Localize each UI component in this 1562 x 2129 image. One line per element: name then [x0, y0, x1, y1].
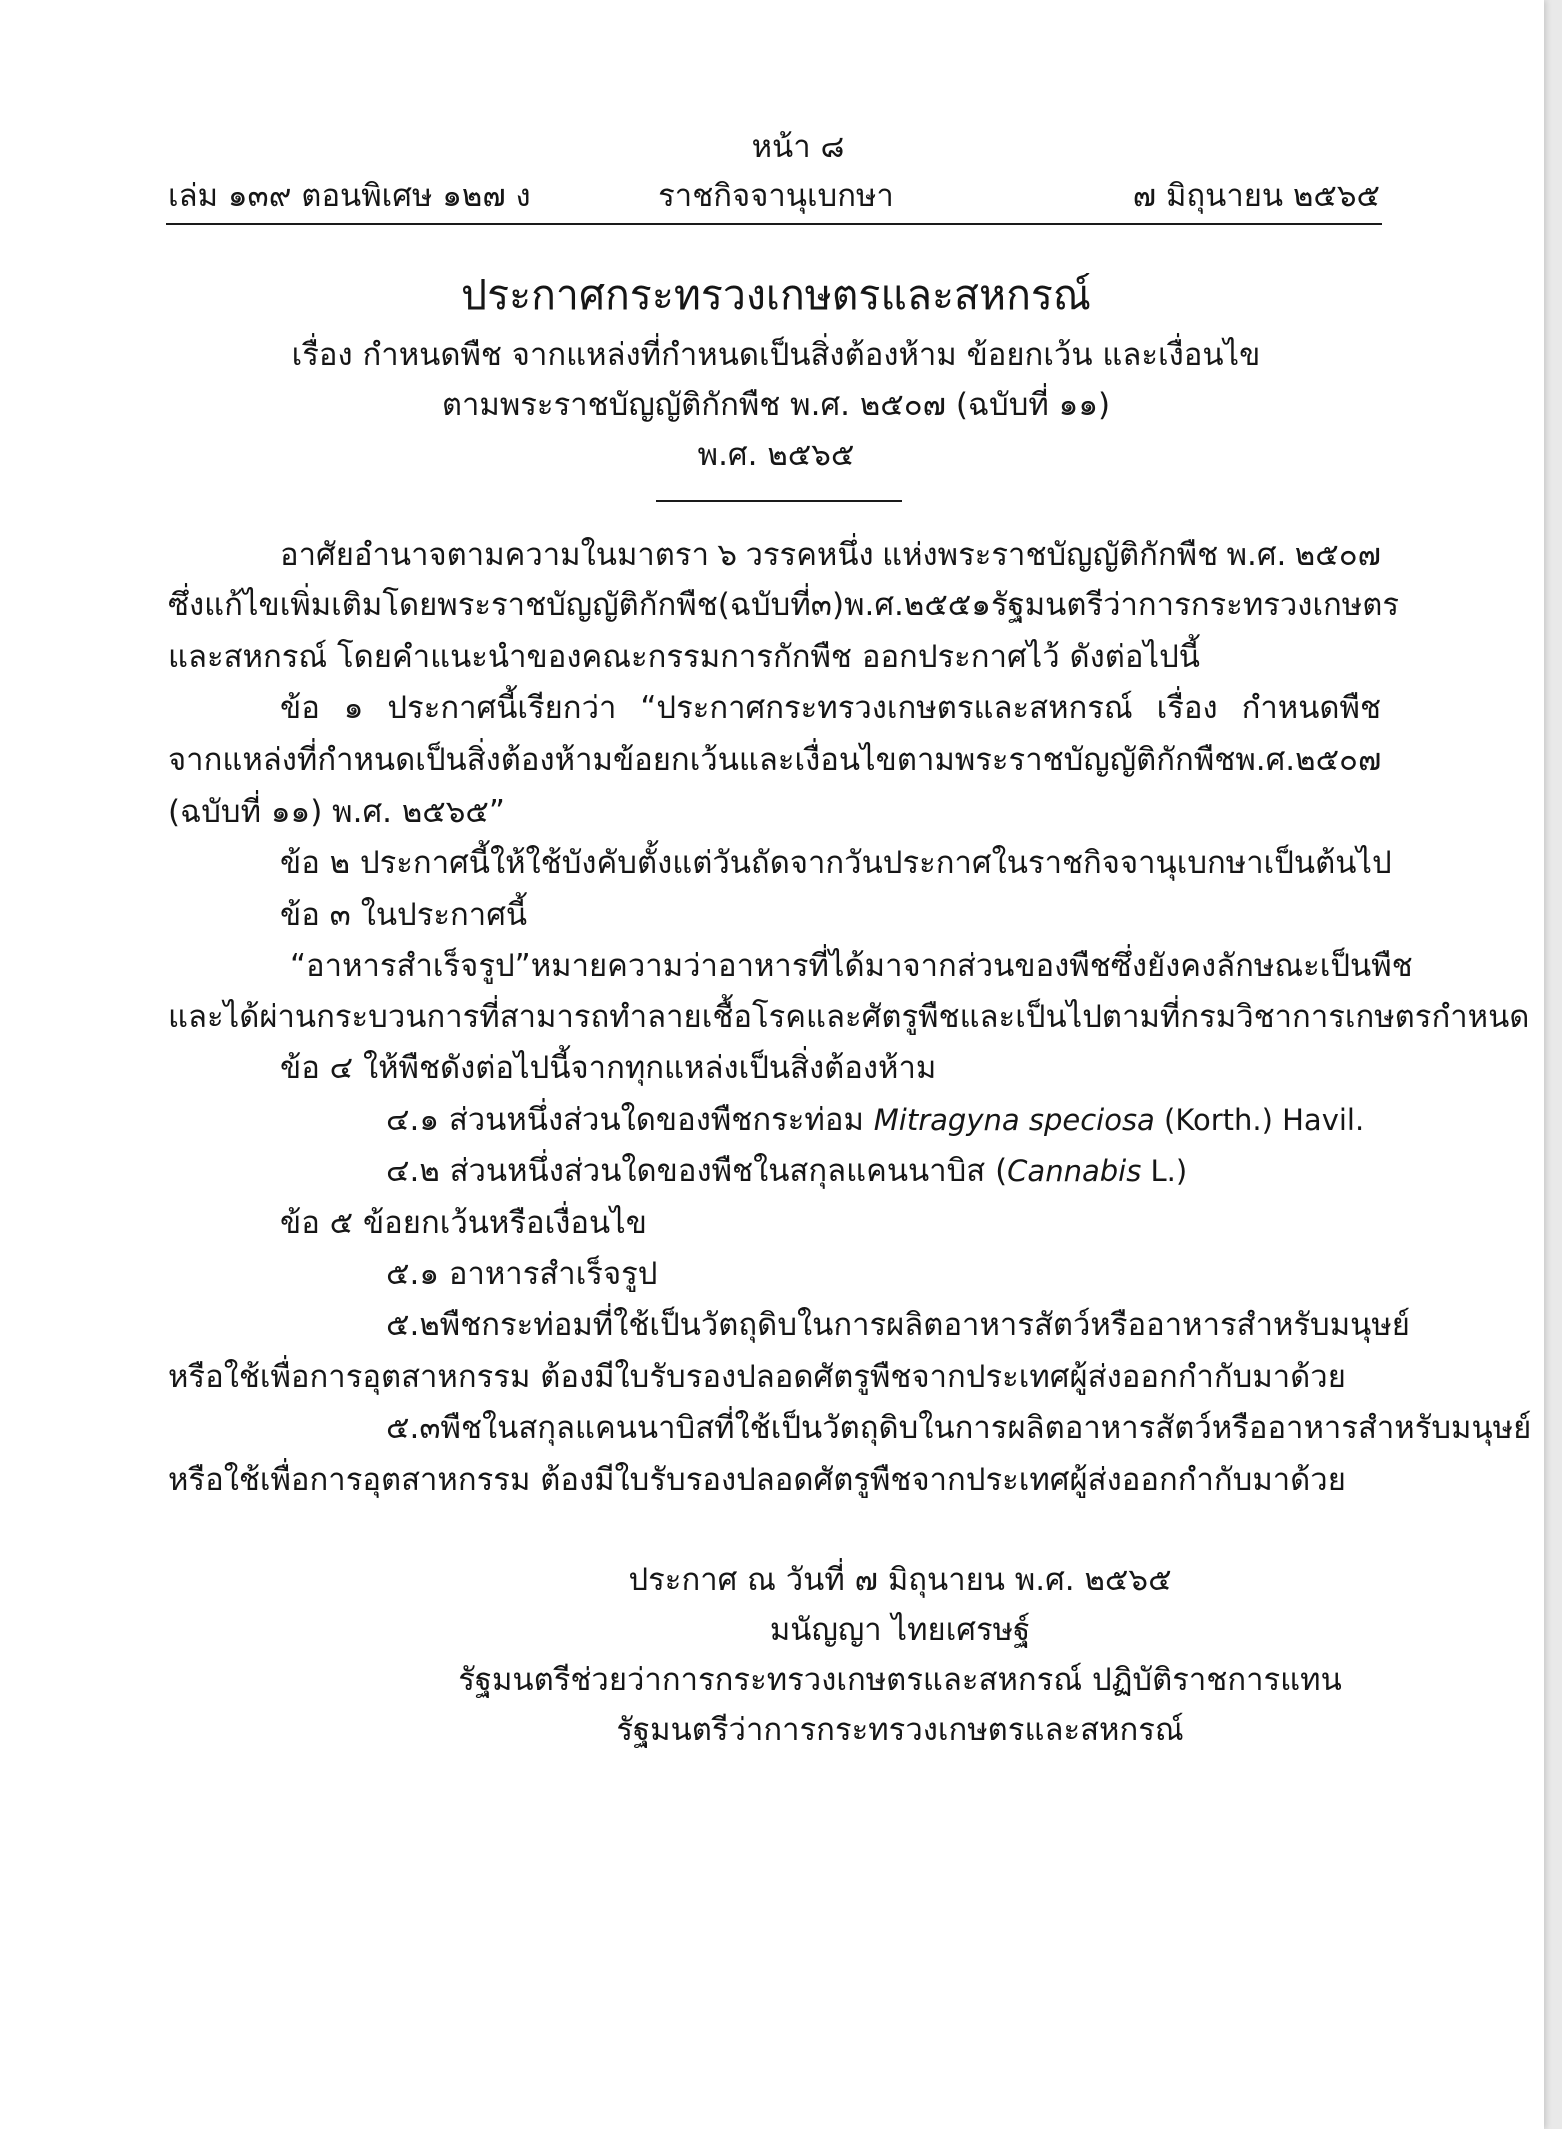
announcement-date: ประกาศ ณ วันที่ ๗ มิถุนายน พ.ศ. ๒๕๖๕: [628, 1562, 1172, 1598]
announcement-title: ประกาศกระทรวงเกษตรและสหกรณ์: [461, 271, 1091, 319]
item-4-2-text: ๔.๒ ส่วนหนึ่งส่วนใดของพืชในสกุลแคนนาบิส (: [386, 1153, 1008, 1189]
word: ซึ่งยังคงลักษณะเป็นพืช: [1110, 948, 1413, 984]
subject-line-1: เรื่อง กำหนดพืช จากแหล่งที่กำหนดเป็นสิ่งต้องห้าม ข้อยกเว้น และเงื่อนไข: [291, 337, 1261, 373]
word: (ฉบับที่: [717, 587, 811, 623]
word: วรรคหนึ่ง: [745, 537, 874, 573]
item-4-1-text: ๔.๑ ส่วนหนึ่งส่วนใดของพืชกระท่อม: [386, 1102, 874, 1138]
word: ๕.๒: [386, 1307, 440, 1343]
word: พ.ศ.: [1235, 742, 1296, 778]
word: รัฐมนตรีว่าการกระทรวงเกษตร: [990, 587, 1400, 623]
signatory-position-2: รัฐมนตรีว่าการกระทรวงเกษตรและสหกรณ์: [616, 1712, 1184, 1748]
word: ๒๕๐๗: [1294, 537, 1381, 573]
item-5-1: ๕.๑ อาหารสำเร็จรูป: [386, 1256, 658, 1292]
item-5-2-line-1: [386, 1307, 1410, 1343]
word: หรืออาหารสำหรับมนุษย์: [1090, 1307, 1410, 1343]
word: และเงื่อนไขตามพระราชบัญญัติกักพืช: [738, 742, 1236, 778]
item-5-3-line-2: หรือใช้เพื่อการอุตสาหกรรม ต้องมีใบรับรองปลอดศัตรูพืชจากประเทศผู้ส่งออกกำกับมาด้วย: [168, 1462, 1346, 1498]
species-author: (Korth.) Havil.: [1154, 1103, 1365, 1137]
clause-4: ข้อ ๔ ให้พืชดังต่อไปนี้จากทุกแหล่งเป็นสิ่งต้องห้าม: [280, 1050, 937, 1086]
header-rule: [166, 223, 1382, 225]
gazette-name: ราชกิจจานุเบกษา: [658, 178, 894, 214]
word: ๓): [810, 587, 845, 623]
word: หมายความว่า: [530, 948, 718, 984]
word: “ประกาศกระทรวงเกษตรและสหกรณ์: [640, 690, 1133, 726]
title-rule: [656, 500, 902, 502]
definition-line-1: [290, 948, 1413, 984]
word: ข้อยกเว้น: [612, 742, 739, 778]
word: ๕.๓: [386, 1410, 441, 1446]
signatory-position-1: รัฐมนตรีช่วยว่าการกระทรวงเกษตรและสหกรณ์ ปฏิบัติราชการแทน: [458, 1662, 1342, 1698]
clause-1-line-3: (ฉบับที่ ๑๑) พ.ศ. ๒๕๖๕”: [168, 794, 505, 830]
preamble-line-3: และสหกรณ์ โดยคำแนะนำของคณะกรรมการกักพืช ออกประกาศไว้ ดังต่อไปนี้: [168, 639, 1200, 675]
clause-1-line-2: [168, 742, 1382, 778]
item-5-3-line-1: [386, 1410, 1532, 1446]
word: กำหนดพืช: [1241, 690, 1381, 726]
word: ซึ่งแก้ไขเพิ่มเติมโดยพระราชบัญญัติกักพืช: [168, 587, 718, 623]
word: พ.ศ.: [1226, 537, 1287, 573]
clause-3: ข้อ ๓ ในประกาศนี้: [280, 897, 528, 933]
word: พืชกระท่อมที่ใช้เป็นวัตถุดิบในการผลิตอาหารสัตว์: [439, 1307, 1091, 1343]
clause-1-line-1: [280, 690, 1381, 726]
preamble-line-2: [168, 587, 1400, 623]
word: พ.ศ.: [844, 587, 904, 623]
item-5-2-line-2: หรือใช้เพื่อการอุตสาหกรรม ต้องมีใบรับรองปลอดศัตรูพืชจากประเทศผู้ส่งออกกำกับมาด้วย: [168, 1359, 1346, 1395]
word: จากแหล่งที่กำหนดเป็นสิ่งต้องห้าม: [168, 742, 613, 778]
genus-name: Cannabis: [1007, 1154, 1142, 1188]
word: เรื่อง: [1156, 690, 1218, 726]
word: แห่งพระราชบัญญัติกักพืช: [882, 537, 1219, 573]
species-name: Mitragyna speciosa: [873, 1103, 1155, 1137]
genus-author: L.): [1141, 1154, 1188, 1188]
word: “อาหารสำเร็จรูป”: [290, 948, 531, 984]
word: หรืออาหารสำหรับมนุษย์: [1211, 1410, 1532, 1446]
word: ๒๕๐๗: [1295, 742, 1382, 778]
definition-line-2: และได้ผ่านกระบวนการที่สามารถทำลายเชื้อโรคและศัตรูพืชและเป็นไปตามที่กรมวิชาการเกษตรกำหนด: [168, 999, 1530, 1035]
word: ๒๕๕๑: [903, 587, 991, 623]
clause-2: ข้อ ๒ ประกาศนี้ให้ใช้บังคับตั้งแต่วันถัดจากวันประกาศในราชกิจจานุเบกษาเป็นต้นไป: [280, 845, 1392, 881]
word: อาหารที่ได้มาจากส่วนของพืช: [717, 948, 1111, 984]
word: ๖: [717, 537, 738, 573]
word: อาศัยอำนาจตามความในมาตรา: [280, 537, 709, 573]
announcement-year: พ.ศ. ๒๕๖๕: [697, 437, 855, 473]
item-4-1: [386, 1102, 1365, 1138]
preamble-line-1: [280, 537, 1381, 573]
clause-5: ข้อ ๕ ข้อยกเว้นหรือเงื่อนไข: [280, 1205, 647, 1241]
word: ประกาศนี้เรียกว่า: [387, 690, 617, 726]
volume-info: เล่ม ๑๓๙ ตอนพิเศษ ๑๒๗ ง: [168, 178, 531, 214]
word: พืชในสกุลแคนนาบิสที่ใช้เป็นวัตถุดิบในการผลิตอาหารสัตว์: [440, 1410, 1212, 1446]
item-4-2: [386, 1153, 1188, 1189]
word: ๑: [343, 690, 364, 726]
signatory-name: มนัญญา ไทยเศรษฐ์: [769, 1612, 1031, 1648]
page-number: หน้า ๘: [751, 129, 845, 165]
subject-line-2: ตามพระราชบัญญัติกักพืช พ.ศ. ๒๕๐๗ (ฉบับที่ ๑๑): [441, 387, 1111, 423]
word: ข้อ: [280, 690, 320, 726]
gazette-date: ๗ มิถุนายน ๒๕๖๕: [1132, 178, 1380, 214]
